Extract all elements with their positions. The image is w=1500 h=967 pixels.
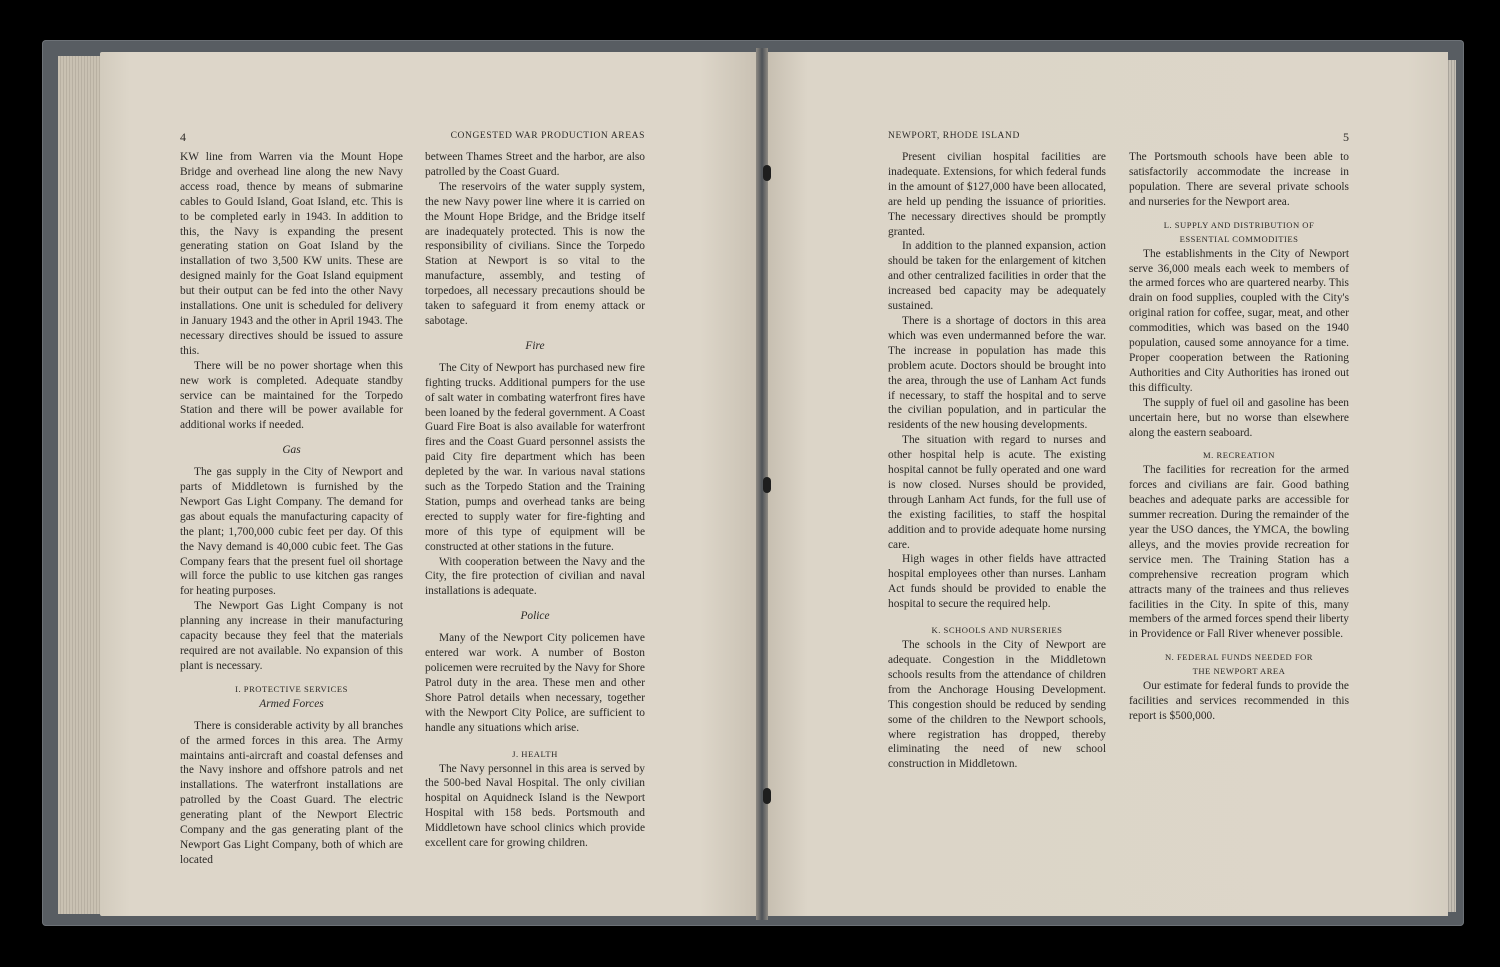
- paragraph: Present civilian hospital facilities are inadequate. Extensions, for which federal funds in the amount of $127,000 have been allocated, are held up pending the issuance of priorities. The necessary directives should be promptly granted.: [888, 151, 1106, 238]
- section-heading-n: N. FEDERAL FUNDS NEEDED FOR: [1164, 652, 1314, 663]
- paragraph: The situation with regard to nurses and other hospital help is acute. The existing hospital cannot be fully operated and one ward is now closed. Nurses should be provided, through Lanham Act funds, for the full use of the existing facilities, to staff the hospital addition and to provide adequate home nursing care.: [888, 434, 1106, 551]
- section-heading-n-line2: THE NEWPORT AREA: [1192, 666, 1286, 677]
- paragraph: Our estimate for federal funds to provide the facilities and services recommended in this report is $500,000.: [1129, 680, 1349, 723]
- subheading-armed-forces: Armed Forces: [259, 697, 324, 710]
- paragraph: Many of the Newport City policemen have entered war work. A number of Boston policemen were recruited by the Navy for Shore Patrol duty in the area. These men and other Shore Patrol details when necessary, together with the Newport City Police, are sufficient to handle any situations which arise.: [425, 632, 645, 734]
- running-head-left: CONGESTED WAR PRODUCTION AREAS: [450, 131, 645, 141]
- subheading-fire: Fire: [525, 339, 545, 352]
- paragraph: The Newport Gas Light Company is not planning any increase in their manufacturing capacity because they feel that the materials required are not available. No expansion of this plant is necessary.: [180, 600, 403, 672]
- binding-stitch: [763, 477, 771, 493]
- paragraph: The Navy personnel in this area is served by the 500-bed Naval Hospital. The only civilian hospital on Aquidneck Island is the Newport Hospital with 158 beds. Portsmouth and Middletown have school clinics which provide excellent care for growing children.: [425, 762, 645, 850]
- paragraph: between Thames Street and the harbor, are also patrolled by the Coast Guard.: [425, 151, 645, 178]
- section-heading-i: I. PROTECTIVE SERVICES: [235, 683, 348, 694]
- paragraph: There will be no power shortage when this new work is completed. Adequate standby service can be maintained for the Torpedo Station and there will be power available for additional works if needed.: [180, 359, 403, 432]
- section-heading-k: K. SCHOOLS AND NURSERIES: [931, 625, 1063, 636]
- binding-stitch: [763, 165, 771, 181]
- section-heading-j: J. HEALTH: [512, 748, 558, 759]
- page-number-left: 4: [180, 130, 186, 144]
- paragraph: In addition to the planned expansion, action should be taken for the enlargement of kitchen and other centralized facilities in order that the increased bed capacity may be adequately sustained.: [888, 240, 1106, 313]
- paragraph: The schools in the City of Newport are adequate. Congestion in the Middletown schools results from the attendance of children from the Anchorage Housing Development. This congestion should be reduced by sending some of the children to the Newport schools, where registration has dropped, thereby eliminating the need of new school construction in Middletown.: [888, 639, 1106, 771]
- page-number-right: 5: [1343, 130, 1349, 144]
- right-page-column-2: [1129, 150, 1349, 724]
- section-heading-m: M. RECREATION: [1203, 450, 1275, 461]
- binding-stitch: [763, 788, 771, 804]
- paragraph: The Portsmouth schools have been able to satisfactorily accommodate the increase in population. There are several private schools and nurseries for the Newport area.: [1129, 151, 1349, 208]
- paragraph: The City of Newport has purchased new fire fighting trucks. Additional pumpers for the use of salt water in combating waterfront fires have been loaned by the federal government. A Coast Guard Fire Boat is also available for waterfront fires and the Coast Guard personnel assists the paid City fire department which has been depleted by the war. In various naval stations such as the Torpedo Station and the Training Station, pumps and overhead tanks are being erected to supply water for fire-fighting and more of this type of equipment will be constructed at other stations in the future.: [425, 361, 645, 553]
- paragraph: KW line from Warren via the Mount Hope Bridge and overhead line along the new Navy access road, thence by means of submarine cables to Gould Island, Goat Island, etc. This is to be completed early in 1943. In addition to this, the Navy is expanding the present generating station on Goat Island by the installation of two 3,500 KW units. These are designed mainly for the Goat Island equipment but their output can be fed into the other Navy installations. One unit is scheduled for delivery in January 1943 and the other in April 1943. The necessary directives should be issued to assure this.: [180, 151, 403, 357]
- paragraph: The gas supply in the City of Newport and parts of Middletown is furnished by the Newport Gas Light Company. The demand for gas about equals the manufacturing capacity of the plant; 1,700,000 cubic feet per day. Of this the Navy demand is 40,000 cubic feet. The Gas Company fears that the present fuel oil shortage will force the public to use kitchen gas ranges for heating purposes.: [180, 466, 403, 598]
- running-head-right: NEWPORT, RHODE ISLAND: [888, 131, 1020, 141]
- paragraph: With cooperation between the Navy and the City, the fire protection of civilian and naval installations is adequate.: [425, 555, 645, 598]
- paragraph: There is a shortage of doctors in this area which was even undermanned before the war. The increase in population has made this problem acute. Doctors should be brought into the area, through the use of Lanham Act funds if necessary, to staff the hospital and to serve the civilian population, and in particular the residents of the new housing developments.: [888, 314, 1106, 432]
- paragraph: The facilities for recreation for the armed forces and civilians are fair. Good bathing beaches and adequate parks are accessible for summer recreation. During the remainder of the year the USO dances, the YMCA, the bowling alleys, and the movies provide recreation for service men. The Training Station has a comprehensive recreation program which attracts many of the trainees and thus relieves facilities in the City. In spite of this, many members of the armed forces spend their liberty in Providence or Fall River whenever possible.: [1129, 464, 1349, 641]
- paragraph: The establishments in the City of Newport serve 36,000 meals each week to members of the armed forces who are quartered nearby. This drain on food supplies, coupled with the City's original ration for coffee, sugar, meat, and other commodities, which was based on the 1940 population, caused some annoyance for a time. Proper cooperation between the Rationing Authorities and City Authorities has ironed out this difficulty.: [1129, 247, 1349, 394]
- section-heading-l-line2: ESSENTIAL COMMODITIES: [1179, 233, 1299, 244]
- subheading-gas: Gas: [282, 444, 301, 457]
- paragraph: High wages in other fields have attracted hospital employees other than nurses. Lanham Act funds should be provided to enable the hospital to secure the required help.: [888, 553, 1106, 611]
- left-page-edges: [58, 56, 100, 914]
- subheading-police: Police: [520, 610, 550, 623]
- paragraph: The reservoirs of the water supply system, the new Navy power line where it is carried on the Mount Hope Bridge, and the Bridge itself are inadequately protected. This is now the responsibility of civilians. Since the Torpedo Station at Newport is so vital to the manufacture, assembly, and testing of torpedoes, all necessary precautions should be taken to safeguard it from enemy attack or sabotage.: [425, 180, 645, 327]
- paragraph: There is considerable activity by all branches of the armed forces in this area. The Army maintains anti-aircraft and coastal defenses and the Navy inshore and offshore patrols and net installations. The waterfront installations are patrolled by the Coast Guard. The electric generating plant of the Newport Electric Company and the gas generating plant of the Newport Gas Light Company, both of which are located: [180, 719, 403, 866]
- section-heading-l: L. SUPPLY AND DISTRIBUTION OF: [1163, 219, 1315, 230]
- left-page-column-2: [425, 150, 645, 851]
- left-page-column-1: [180, 150, 403, 868]
- paragraph: The supply of fuel oil and gasoline has been uncertain here, but no worse than elsewhere along the eastern seaboard.: [1129, 396, 1349, 439]
- right-page-column-1: [888, 150, 1106, 772]
